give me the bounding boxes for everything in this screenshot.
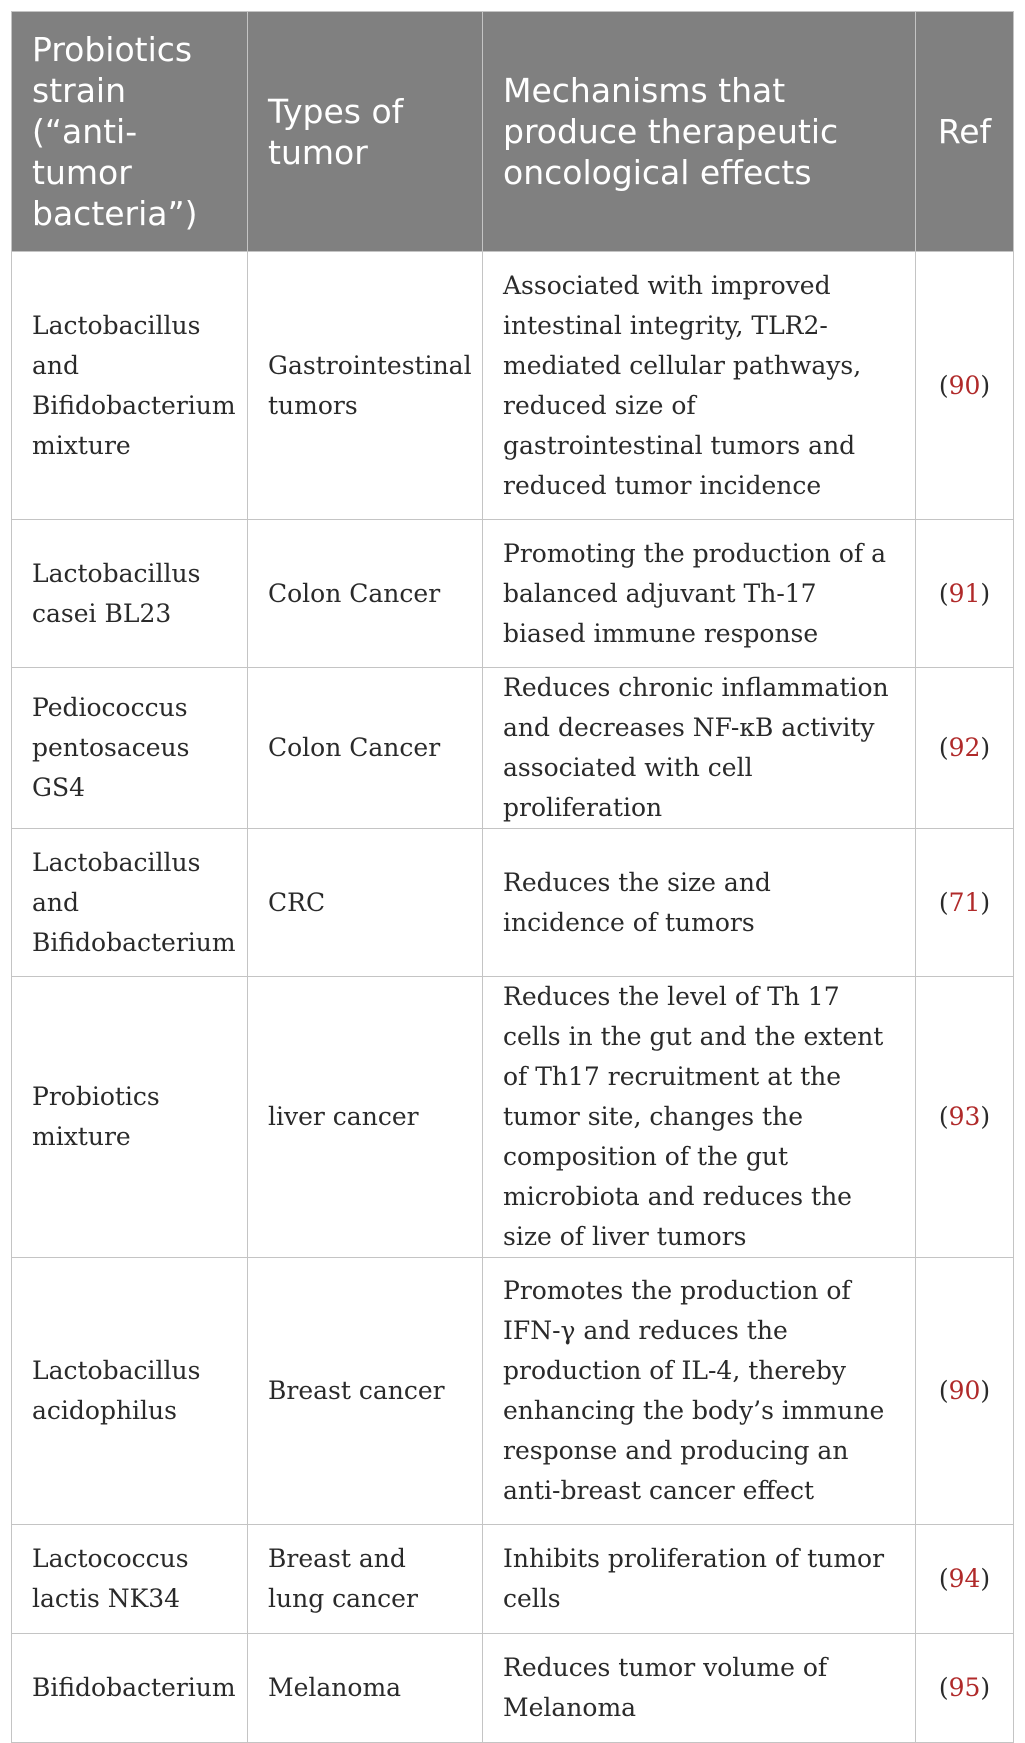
cell-tumor: CRC [248,829,483,977]
table-header [12,12,1014,252]
ref-link[interactable]: 92 [948,733,981,762]
cell-strain: Pediococcus pentosaceus GS4 [12,668,248,829]
table-row [12,1525,1014,1634]
table-row [12,668,1014,829]
probiotics-table [11,11,1014,1743]
table-row [12,1258,1014,1525]
table-row [12,977,1014,1258]
cell-strain: Lactobacillus and Bifidobacterium [12,829,248,977]
ref-link[interactable]: 94 [948,1564,981,1593]
cell-ref[interactable]: (90) [916,1258,1014,1525]
ref-link[interactable]: 90 [948,1376,981,1405]
cell-strain: Lactobacillus acidophilus [12,1258,248,1525]
cell-strain: Lactococcus lactis NK34 [12,1525,248,1634]
cell-strain: Lactobacillus and Bifidobacterium mixture [12,252,248,520]
header-row [12,12,1014,252]
table-row [12,1634,1014,1743]
ref-link[interactable]: 95 [948,1673,981,1702]
ref-link[interactable]: 90 [948,370,981,400]
cell-ref[interactable]: (94) [916,1525,1014,1634]
cell-tumor: Colon Cancer [248,520,483,668]
cell-ref[interactable]: (95) [916,1634,1014,1743]
cell-mechanism: Promotes the production of IFN-γ and reduces the production of IL-4, thereby enhancing the body’s immune response and producing an anti-breast cancer effect [483,1258,916,1525]
cell-tumor: Breast cancer [248,1258,483,1525]
table-row [12,829,1014,977]
cell-tumor: Melanoma [248,1634,483,1743]
header-tumor: Types of tumor [248,12,483,252]
cell-tumor: Gastrointestinal tumors [248,252,483,520]
cell-strain: Bifidobacterium [12,1634,248,1743]
cell-tumor: Breast and lung cancer [248,1525,483,1634]
ref-link[interactable]: 93 [948,1102,981,1131]
table-body [12,252,1014,1743]
cell-ref[interactable]: (93) [916,977,1014,1258]
cell-mechanism: Reduces tumor volume of Melanoma [483,1634,916,1743]
table-row [12,520,1014,668]
cell-ref[interactable]: (90) [916,252,1014,520]
cell-tumor: Colon Cancer [248,668,483,829]
cell-mechanism: Reduces the size and incidence of tumors [483,829,916,977]
cell-ref[interactable]: (91) [916,520,1014,668]
header-strain: Probiotics strain (“anti-tumor bacteria”) [12,12,248,252]
cell-mechanism: Reduces the level of Th 17 cells in the gut and the extent of Th17 recruitment at the tumor site, changes the composition of the gut microbiota and reduces the size of liver tumors [483,977,916,1258]
cell-strain: Probiotics mixture [12,977,248,1258]
table-row [12,252,1014,520]
cell-mechanism: Inhibits proliferation of tumor cells [483,1525,916,1634]
cell-mechanism: Promoting the production of a balanced adjuvant Th-17 biased immune response [483,520,916,668]
cell-mechanism: Associated with improved intestinal integrity, TLR2-mediated cellular pathways, reduced size of gastrointestinal tumors and reduced tumor incidence [483,252,916,520]
header-ref: Ref [916,12,1014,252]
cell-strain: Lactobacillus casei BL23 [12,520,248,668]
header-mechanism: Mechanisms that produce therapeutic oncological effects [483,12,916,252]
cell-ref[interactable]: (92) [916,668,1014,829]
cell-mechanism: Reduces chronic inflammation and decreases NF-κB activity associated with cell proliferation [483,668,916,829]
ref-link[interactable]: 91 [948,578,981,608]
cell-tumor: liver cancer [248,977,483,1258]
cell-ref[interactable]: (71) [916,829,1014,977]
ref-link[interactable]: 71 [948,887,981,917]
